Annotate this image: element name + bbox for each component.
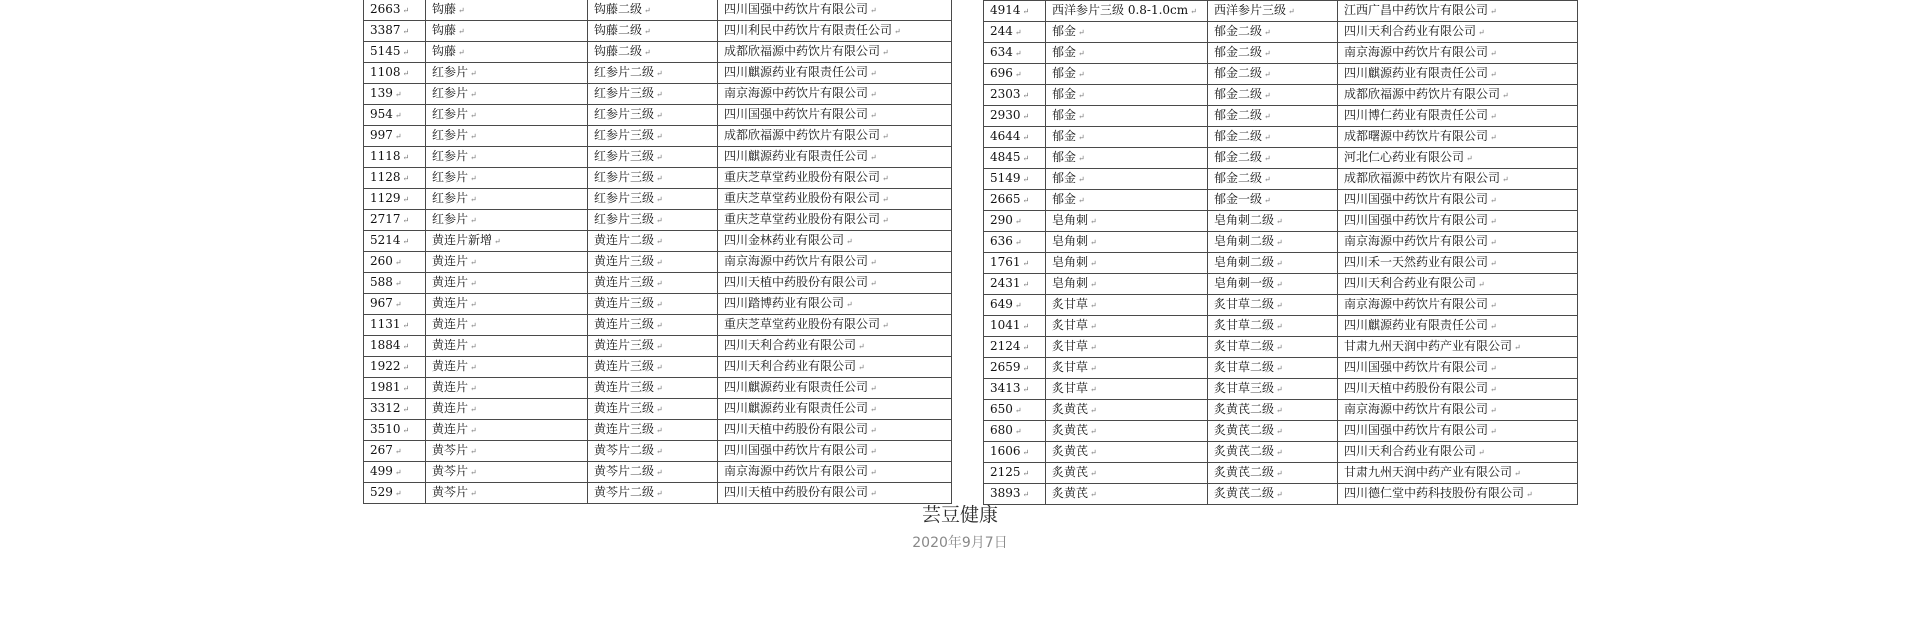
table-cell: 钩藤 ↵: [426, 42, 588, 63]
table-cell: 河北仁心药业有限公司 ↵: [1338, 148, 1578, 169]
table-cell: 炙黄芪 ↵: [1046, 442, 1208, 463]
table-cell: 甘肃九州天润中药产业有限公司 ↵: [1338, 337, 1578, 358]
table-row: [984, 211, 1578, 232]
table-cell: 炙黄芪二级 ↵: [1208, 421, 1338, 442]
table-cell: 红参片 ↵: [426, 189, 588, 210]
table-row: [364, 357, 952, 378]
left-table: [363, 0, 952, 504]
table-cell: 黄芩片 ↵: [426, 441, 588, 462]
table-cell: 黄连片 ↵: [426, 420, 588, 441]
table-cell: 红参片三级 ↵: [588, 147, 718, 168]
table-cell: 四川麒源药业有限责任公司 ↵: [718, 63, 952, 84]
table-row: [364, 399, 952, 420]
table-cell: 西洋参片三级 ↵: [1208, 1, 1338, 22]
table-cell: 成都欣福源中药饮片有限公司 ↵: [1338, 169, 1578, 190]
table-row: [984, 253, 1578, 274]
table-cell: 皂角刺 ↵: [1046, 232, 1208, 253]
table-row: [984, 232, 1578, 253]
table-cell: 634 ↵: [984, 43, 1046, 64]
table-cell: 5149 ↵: [984, 169, 1046, 190]
table-cell: 5214 ↵: [364, 231, 426, 252]
table-row: [364, 168, 952, 189]
table-cell: 南京海源中药饮片有限公司 ↵: [718, 462, 952, 483]
table-row: [984, 169, 1578, 190]
table-cell: 2124 ↵: [984, 337, 1046, 358]
table-cell: 四川天植中药股份有限公司 ↵: [718, 273, 952, 294]
table-row: [984, 316, 1578, 337]
table-cell: 四川天植中药股份有限公司 ↵: [718, 420, 952, 441]
table-cell: 郁金 ↵: [1046, 127, 1208, 148]
table-cell: 炙黄芪 ↵: [1046, 463, 1208, 484]
table-cell: 499 ↵: [364, 462, 426, 483]
table-cell: 郁金二级 ↵: [1208, 43, 1338, 64]
table-cell: 黄连片 ↵: [426, 315, 588, 336]
table-cell: 529 ↵: [364, 483, 426, 504]
table-row: [984, 1, 1578, 22]
table-cell: 2930 ↵: [984, 106, 1046, 127]
table-cell: 重庆芝草堂药业股份有限公司 ↵: [718, 168, 952, 189]
table-cell: 1922 ↵: [364, 357, 426, 378]
table-cell: 红参片三级 ↵: [588, 126, 718, 147]
table-cell: 3413 ↵: [984, 379, 1046, 400]
table-cell: 重庆芝草堂药业股份有限公司 ↵: [718, 315, 952, 336]
table-cell: 红参片二级 ↵: [588, 63, 718, 84]
table-cell: 炙甘草 ↵: [1046, 379, 1208, 400]
table-cell: 炙甘草二级 ↵: [1208, 316, 1338, 337]
table-cell: 皂角刺二级 ↵: [1208, 232, 1338, 253]
table-cell: 郁金二级 ↵: [1208, 148, 1338, 169]
table-cell: 四川天利合药业有限公司 ↵: [1338, 274, 1578, 295]
table-cell: 郁金二级 ↵: [1208, 106, 1338, 127]
table-cell: 3893 ↵: [984, 484, 1046, 505]
table-cell: 2125 ↵: [984, 463, 1046, 484]
table-cell: 黄芩片二级 ↵: [588, 441, 718, 462]
table-cell: 四川禾一天然药业有限公司 ↵: [1338, 253, 1578, 274]
table-row: [364, 336, 952, 357]
table-cell: 5145 ↵: [364, 42, 426, 63]
table-cell: 郁金 ↵: [1046, 190, 1208, 211]
table-cell: 炙黄芪 ↵: [1046, 421, 1208, 442]
table-cell: 1129 ↵: [364, 189, 426, 210]
table-cell: 重庆芝草堂药业股份有限公司 ↵: [718, 210, 952, 231]
table-cell: 四川利民中药饮片有限责任公司 ↵: [718, 21, 952, 42]
table-cell: 四川天利合药业有限公司 ↵: [718, 357, 952, 378]
table-cell: 黄芩片 ↵: [426, 483, 588, 504]
table-cell: 四川天利合药业有限公司 ↵: [1338, 442, 1578, 463]
table-cell: 炙甘草 ↵: [1046, 358, 1208, 379]
table-cell: 2659 ↵: [984, 358, 1046, 379]
table-cell: 郁金一级 ↵: [1208, 190, 1338, 211]
table-cell: 郁金 ↵: [1046, 169, 1208, 190]
table-cell: 南京海源中药饮片有限公司 ↵: [718, 252, 952, 273]
table-cell: 黄芩片二级 ↵: [588, 483, 718, 504]
table-cell: 炙黄芪 ↵: [1046, 400, 1208, 421]
table-row: [364, 231, 952, 252]
table-cell: 四川国强中药饮片有限公司 ↵: [718, 105, 952, 126]
table-cell: 244 ↵: [984, 22, 1046, 43]
table-cell: 郁金 ↵: [1046, 106, 1208, 127]
table-cell: 黄连片三级 ↵: [588, 315, 718, 336]
table-cell: 红参片三级 ↵: [588, 168, 718, 189]
table-cell: 四川天利合药业有限公司 ↵: [718, 336, 952, 357]
table-cell: 636 ↵: [984, 232, 1046, 253]
table-row: [364, 147, 952, 168]
table-row: [984, 106, 1578, 127]
table-cell: 954 ↵: [364, 105, 426, 126]
table-cell: 四川国强中药饮片有限公司 ↵: [1338, 190, 1578, 211]
table-cell: 郁金 ↵: [1046, 85, 1208, 106]
table-cell: 3387 ↵: [364, 21, 426, 42]
table-cell: 南京海源中药饮片有限公司 ↵: [1338, 295, 1578, 316]
table-cell: 南京海源中药饮片有限公司 ↵: [1338, 232, 1578, 253]
table-cell: 四川国强中药饮片有限公司 ↵: [1338, 358, 1578, 379]
table-cell: 1118 ↵: [364, 147, 426, 168]
table-cell: 四川天植中药股份有限公司 ↵: [1338, 379, 1578, 400]
table-cell: 红参片 ↵: [426, 210, 588, 231]
table-row: [984, 400, 1578, 421]
table-cell: 696 ↵: [984, 64, 1046, 85]
table-cell: 炙黄芪二级 ↵: [1208, 484, 1338, 505]
table-cell: 成都欣福源中药饮片有限公司 ↵: [1338, 85, 1578, 106]
table-row: [364, 126, 952, 147]
table-row: [984, 43, 1578, 64]
table-cell: 红参片三级 ↵: [588, 210, 718, 231]
table-cell: 郁金 ↵: [1046, 22, 1208, 43]
table-row: [364, 294, 952, 315]
table-cell: 成都欣福源中药饮片有限公司 ↵: [718, 42, 952, 63]
table-row: [364, 462, 952, 483]
table-cell: 红参片 ↵: [426, 63, 588, 84]
table-row: [984, 190, 1578, 211]
table-cell: 西洋参片三级 0.8-1.0cm ↵: [1046, 1, 1208, 22]
table-cell: 郁金二级 ↵: [1208, 85, 1338, 106]
table-cell: 黄连片 ↵: [426, 252, 588, 273]
table-cell: 黄连片 ↵: [426, 357, 588, 378]
table-row: [364, 84, 952, 105]
table-row: [984, 379, 1578, 400]
table-row: [364, 21, 952, 42]
table-cell: 炙黄芪二级 ↵: [1208, 463, 1338, 484]
table-cell: 郁金 ↵: [1046, 43, 1208, 64]
table-cell: 4914 ↵: [984, 1, 1046, 22]
table-row: [364, 315, 952, 336]
table-cell: 重庆芝草堂药业股份有限公司 ↵: [718, 189, 952, 210]
table-cell: 3510 ↵: [364, 420, 426, 441]
table-cell: 炙黄芪二级 ↵: [1208, 442, 1338, 463]
table-row: [984, 127, 1578, 148]
table-cell: 1606 ↵: [984, 442, 1046, 463]
table-cell: 680 ↵: [984, 421, 1046, 442]
table-row: [984, 337, 1578, 358]
table-cell: 588 ↵: [364, 273, 426, 294]
table-cell: 郁金二级 ↵: [1208, 22, 1338, 43]
table-cell: 红参片 ↵: [426, 168, 588, 189]
table-cell: 649 ↵: [984, 295, 1046, 316]
table-cell: 钩藤二级 ↵: [588, 0, 718, 21]
table-cell: 黄连片 ↵: [426, 378, 588, 399]
table-cell: 四川博仁药业有限责任公司 ↵: [1338, 106, 1578, 127]
table-cell: 郁金二级 ↵: [1208, 127, 1338, 148]
table-cell: 1131 ↵: [364, 315, 426, 336]
table-cell: 黄连片 ↵: [426, 399, 588, 420]
table-cell: 四川国强中药饮片有限公司 ↵: [1338, 211, 1578, 232]
table-cell: 皂角刺 ↵: [1046, 253, 1208, 274]
table-cell: 黄芩片 ↵: [426, 462, 588, 483]
table-cell: 红参片 ↵: [426, 147, 588, 168]
table-cell: 1884 ↵: [364, 336, 426, 357]
table-cell: 2431 ↵: [984, 274, 1046, 295]
table-cell: 267 ↵: [364, 441, 426, 462]
table-cell: 黄连片三级 ↵: [588, 273, 718, 294]
table-row: [364, 273, 952, 294]
table-cell: 红参片 ↵: [426, 105, 588, 126]
table-row: [364, 210, 952, 231]
table-cell: 四川麒源药业有限责任公司 ↵: [1338, 64, 1578, 85]
table-row: [364, 189, 952, 210]
table-cell: 1761 ↵: [984, 253, 1046, 274]
table-cell: 南京海源中药饮片有限公司 ↵: [718, 84, 952, 105]
table-cell: 四川麒源药业有限责任公司 ↵: [718, 147, 952, 168]
table-row: [364, 252, 952, 273]
table-row: [364, 105, 952, 126]
table-cell: 四川麒源药业有限责任公司 ↵: [718, 399, 952, 420]
table-cell: 郁金 ↵: [1046, 148, 1208, 169]
table-cell: 郁金 ↵: [1046, 64, 1208, 85]
table-cell: 四川麒源药业有限责任公司 ↵: [1338, 316, 1578, 337]
table-cell: 红参片 ↵: [426, 126, 588, 147]
table-cell: 炙甘草 ↵: [1046, 295, 1208, 316]
table-cell: 139 ↵: [364, 84, 426, 105]
table-cell: 皂角刺 ↵: [1046, 274, 1208, 295]
table-row: [364, 63, 952, 84]
table-row: [364, 441, 952, 462]
table-row: [984, 421, 1578, 442]
table-cell: 炙甘草二级 ↵: [1208, 295, 1338, 316]
right-table: [983, 0, 1578, 505]
table-cell: 4845 ↵: [984, 148, 1046, 169]
table-row: [364, 420, 952, 441]
table-cell: 650 ↵: [984, 400, 1046, 421]
table-cell: 260 ↵: [364, 252, 426, 273]
table-cell: 皂角刺 ↵: [1046, 211, 1208, 232]
table-cell: 黄连片三级 ↵: [588, 336, 718, 357]
table-cell: 四川踏博药业有限公司 ↵: [718, 294, 952, 315]
table-cell: 黄连片三级 ↵: [588, 399, 718, 420]
table-row: [984, 22, 1578, 43]
table-cell: 黄连片 ↵: [426, 336, 588, 357]
table-row: [364, 42, 952, 63]
table-cell: 四川天植中药股份有限公司 ↵: [718, 483, 952, 504]
table-cell: 钩藤二级 ↵: [588, 21, 718, 42]
table-cell: 甘肃九州天润中药产业有限公司 ↵: [1338, 463, 1578, 484]
table-cell: 四川金林药业有限公司 ↵: [718, 231, 952, 252]
table-cell: 黄连片三级 ↵: [588, 378, 718, 399]
table-cell: 1041 ↵: [984, 316, 1046, 337]
table-cell: 炙黄芪 ↵: [1046, 484, 1208, 505]
table-cell: 3312 ↵: [364, 399, 426, 420]
table-cell: 四川国强中药饮片有限公司 ↵: [718, 0, 952, 21]
footer-title: 芸豆健康: [921, 504, 998, 526]
table-cell: 2717 ↵: [364, 210, 426, 231]
table-row: [984, 358, 1578, 379]
table-cell: 997 ↵: [364, 126, 426, 147]
table-cell: 黄连片三级 ↵: [588, 357, 718, 378]
table-cell: 炙甘草二级 ↵: [1208, 358, 1338, 379]
table-row: [984, 85, 1578, 106]
table-row: [984, 148, 1578, 169]
table-cell: 290 ↵: [984, 211, 1046, 232]
table-cell: 江西广昌中药饮片有限公司 ↵: [1338, 1, 1578, 22]
table-cell: 炙甘草二级 ↵: [1208, 337, 1338, 358]
table-row: [984, 64, 1578, 85]
table-cell: 黄连片三级 ↵: [588, 420, 718, 441]
table-cell: 四川德仁堂中药科技股份有限公司 ↵: [1338, 484, 1578, 505]
table-cell: 郁金二级 ↵: [1208, 169, 1338, 190]
table-cell: 黄连片三级 ↵: [588, 294, 718, 315]
table-cell: 黄连片 ↵: [426, 294, 588, 315]
table-cell: 红参片三级 ↵: [588, 189, 718, 210]
table-cell: 红参片 ↵: [426, 84, 588, 105]
table-row: [984, 274, 1578, 295]
table-cell: 967 ↵: [364, 294, 426, 315]
table-cell: 钩藤 ↵: [426, 0, 588, 21]
table-cell: 4644 ↵: [984, 127, 1046, 148]
table-cell: 1128 ↵: [364, 168, 426, 189]
table-cell: 四川国强中药饮片有限公司 ↵: [718, 441, 952, 462]
table-row: [984, 295, 1578, 316]
table-cell: 南京海源中药饮片有限公司 ↵: [1338, 400, 1578, 421]
table-cell: 炙甘草 ↵: [1046, 316, 1208, 337]
table-cell: 南京海源中药饮片有限公司 ↵: [1338, 43, 1578, 64]
table-row: [364, 0, 952, 21]
table-cell: 黄连片新增 ↵: [426, 231, 588, 252]
table-cell: 成都欣福源中药饮片有限公司 ↵: [718, 126, 952, 147]
table-cell: 2663 ↵: [364, 0, 426, 21]
table-row: [984, 463, 1578, 484]
table-cell: 黄连片三级 ↵: [588, 252, 718, 273]
table-row: [984, 442, 1578, 463]
table-cell: 四川天利合药业有限公司 ↵: [1338, 22, 1578, 43]
table-cell: 1108 ↵: [364, 63, 426, 84]
table-cell: 皂角刺二级 ↵: [1208, 211, 1338, 232]
table-cell: 四川麒源药业有限责任公司 ↵: [718, 378, 952, 399]
table-cell: 钩藤二级 ↵: [588, 42, 718, 63]
table-cell: 四川国强中药饮片有限公司 ↵: [1338, 421, 1578, 442]
table-cell: 黄连片二级 ↵: [588, 231, 718, 252]
table-cell: 红参片三级 ↵: [588, 84, 718, 105]
table-cell: 黄芩片二级 ↵: [588, 462, 718, 483]
table-cell: 炙黄芪二级 ↵: [1208, 400, 1338, 421]
table-cell: 炙甘草 ↵: [1046, 337, 1208, 358]
footer-date: 2020年9月7日: [912, 535, 1008, 551]
table-cell: 皂角刺一级 ↵: [1208, 274, 1338, 295]
table-cell: 炙甘草三级 ↵: [1208, 379, 1338, 400]
table-cell: 黄连片 ↵: [426, 273, 588, 294]
table-cell: 2665 ↵: [984, 190, 1046, 211]
table-cell: 成都曙源中药饮片有限公司 ↵: [1338, 127, 1578, 148]
table-cell: 郁金二级 ↵: [1208, 64, 1338, 85]
table-cell: 红参片三级 ↵: [588, 105, 718, 126]
table-cell: 皂角刺二级 ↵: [1208, 253, 1338, 274]
table-cell: 钩藤 ↵: [426, 21, 588, 42]
table-cell: 1981 ↵: [364, 378, 426, 399]
table-row: [364, 378, 952, 399]
table-cell: 2303 ↵: [984, 85, 1046, 106]
